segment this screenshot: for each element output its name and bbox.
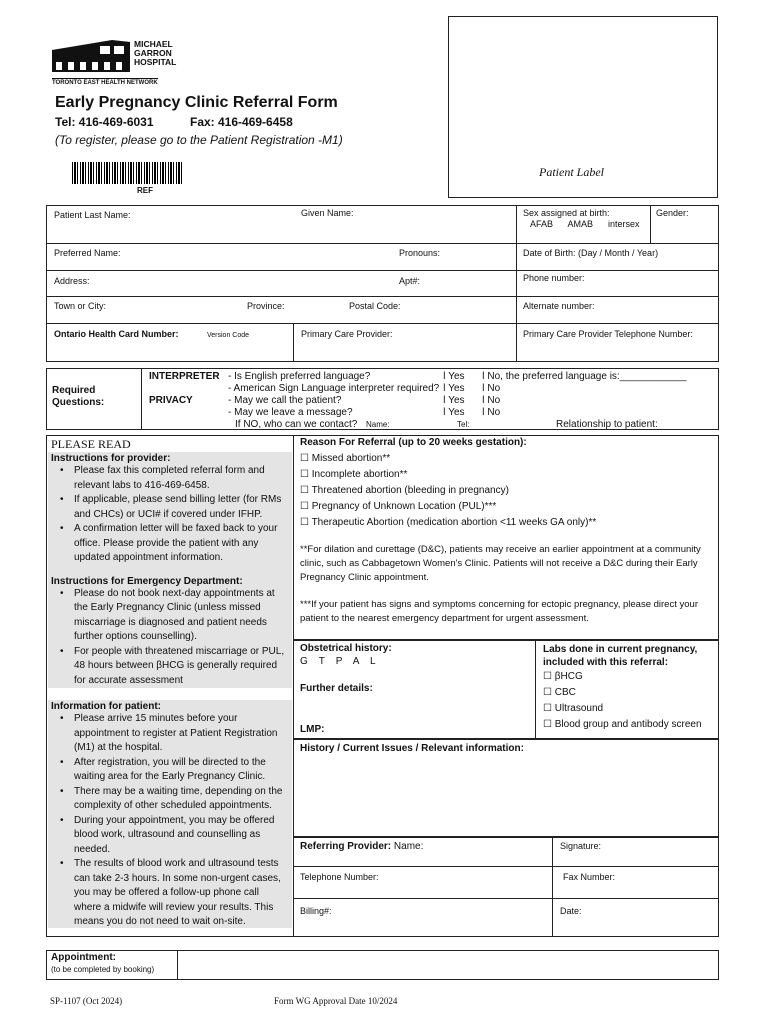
provider-heading: Instructions for provider: bbox=[51, 453, 171, 464]
further-details-field[interactable]: Further details: bbox=[300, 683, 373, 694]
list-item: • A confirmation letter will be faxed back to your office. Please provide the patient with any updated appointment information. bbox=[74, 522, 288, 566]
pcp-telephone-field[interactable]: Primary Care Provider Telephone Number: bbox=[523, 329, 693, 339]
required-questions-label: Required Questions: bbox=[52, 385, 105, 408]
therapeutic-abortion-checkbox[interactable]: ☐ Therapeutic Abortion (medication abortion <11 weeks GA only)** bbox=[300, 517, 597, 528]
fax-number-field[interactable]: Fax Number: bbox=[563, 872, 616, 882]
logo-line1: MICHAEL bbox=[134, 39, 173, 49]
primary-care-provider-field[interactable]: Primary Care Provider: bbox=[301, 329, 393, 339]
sex-at-birth-field: Sex assigned at birth: bbox=[523, 208, 610, 218]
history-field[interactable]: History / Current Issues / Relevant information: bbox=[300, 743, 524, 754]
dob-field[interactable]: Date of Birth: (Day / Month / Year) bbox=[523, 248, 659, 258]
pronouns-field[interactable]: Pronouns: bbox=[399, 248, 441, 258]
hospital-building-icon bbox=[52, 36, 130, 74]
appointment-sub: (to be completed by booking) bbox=[51, 965, 155, 974]
provider-instructions bbox=[48, 452, 292, 688]
privacy-label: PRIVACY bbox=[149, 395, 193, 406]
message-question: - May we leave a message? bbox=[228, 407, 353, 418]
contact-name-label[interactable]: Name: bbox=[366, 420, 390, 429]
health-card-field[interactable]: Ontario Health Card Number: bbox=[54, 329, 179, 339]
apt-field[interactable]: Apt#: bbox=[399, 276, 421, 286]
billing-field[interactable]: Billing#: bbox=[300, 906, 332, 916]
list-item: • After registration, you will be directed to the waiting area for the Early Pregnancy Clinic. bbox=[74, 756, 288, 785]
ultrasound-checkbox[interactable]: ☐ Ultrasound bbox=[543, 703, 604, 714]
english-question: - Is English preferred language? bbox=[228, 371, 371, 382]
english-no[interactable]: ǀ No, the preferred language is:____________ bbox=[482, 371, 687, 382]
list-item: • Please arrive 15 minutes before your appointment to register at Patient Registration (M1) at the hospital. bbox=[74, 712, 288, 756]
message-no[interactable]: ǀ No bbox=[482, 407, 501, 418]
asl-question: - American Sign Language interpreter required? bbox=[228, 383, 440, 394]
referring-provider-box bbox=[293, 837, 719, 937]
missed-abortion-checkbox[interactable]: ☐ Missed abortion** bbox=[300, 453, 391, 464]
call-yes[interactable]: ǀ Yes bbox=[443, 395, 465, 406]
last-name-field[interactable]: Patient Last Name: bbox=[54, 210, 131, 220]
emergency-heading: Instructions for Emergency Department: bbox=[51, 575, 243, 587]
date-field[interactable]: Date: bbox=[560, 906, 582, 916]
please-read-heading: PLEASE READ bbox=[51, 437, 131, 451]
clinic-fax: Fax: 416-469-6458 bbox=[190, 115, 293, 129]
hospital-logo bbox=[52, 36, 192, 86]
threatened-abortion-checkbox[interactable]: ☐ Threatened abortion (bleeding in pregnancy) bbox=[300, 485, 509, 496]
town-field[interactable]: Town or City: bbox=[54, 301, 107, 311]
ectopic-note: ***If your patient has signs and symptoms concerning for ectopic pregnancy, please direct your patient to the nearest emergency department for urgent assessment. bbox=[300, 599, 698, 624]
phone-field[interactable]: Phone number: bbox=[523, 273, 585, 283]
list-item: • The results of blood work and ultrasound tests can take 2-3 hours. In some non-urgent cases, you may be offered a follow-up phone call where a midwife will review your results. This means you do not need to wait on-site. bbox=[74, 857, 288, 930]
preferred-name-field[interactable]: Preferred Name: bbox=[54, 248, 121, 258]
form-title: Early Pregnancy Clinic Referral Form bbox=[55, 94, 338, 111]
call-no[interactable]: ǀ No bbox=[482, 395, 501, 406]
patient-info-heading: Information for patient: bbox=[51, 701, 161, 712]
dc-note: **For dilation and curettage (D&C), patients may receive an earlier appointment at a community clinic, such as Cabbagetown Women's Clinic. Patients will not receive a D&C during their Early Pregnancy Clinic appointment. bbox=[300, 544, 701, 583]
call-question: - May we call the patient? bbox=[228, 395, 342, 406]
blood-group-checkbox[interactable]: ☐ Blood group and antibody screen bbox=[543, 719, 702, 730]
bhcg-checkbox[interactable]: ☐ βHCG bbox=[543, 671, 583, 682]
alternate-number-field[interactable]: Alternate number: bbox=[523, 301, 595, 311]
gender-field[interactable]: Gender: bbox=[656, 208, 689, 218]
clinic-tel: Tel: 416-469-6031 bbox=[55, 115, 154, 129]
register-note: (To register, please go to the Patient Registration -M1) bbox=[55, 133, 343, 147]
patient-information bbox=[48, 700, 292, 928]
english-yes[interactable]: ǀ Yes bbox=[443, 371, 465, 382]
footer-approval: Form WG Approval Date 10/2024 bbox=[274, 996, 398, 1006]
patient-label-box bbox=[448, 16, 718, 198]
logo-line2: GARRON bbox=[134, 48, 172, 58]
list-item: • There may be a waiting time, depending on the complexity of other scheduled appointments. bbox=[74, 785, 288, 814]
signature-field[interactable]: Signature: bbox=[560, 841, 602, 851]
relationship-label[interactable]: Relationship to patient: bbox=[556, 419, 658, 430]
sex-options[interactable]: AFAB AMAB intersex bbox=[530, 219, 640, 229]
logo-network: TORONTO EAST HEALTH NETWORK bbox=[52, 80, 158, 86]
barcode bbox=[72, 162, 182, 184]
list-item: • Please do not book next-day appointments at the Early Pregnancy Clinic (unless missed miscarriage is diagnosed and patient needs further options counselling). bbox=[74, 587, 288, 645]
cbc-checkbox[interactable]: ☐ CBC bbox=[543, 687, 576, 698]
reason-heading: Reason For Referral (up to 20 weeks gestation): bbox=[300, 437, 527, 448]
logo-line3: HOSPITAL bbox=[134, 57, 177, 67]
version-code-field[interactable]: Version Code bbox=[207, 332, 250, 339]
incomplete-abortion-checkbox[interactable]: ☐ Incomplete abortion** bbox=[300, 469, 408, 480]
patient-label-text: Patient Label bbox=[539, 165, 604, 179]
list-item: • For people with threatened miscarriage or PUL, 48 hours between βHCG is generally required for accurate assessment bbox=[74, 645, 288, 689]
appointment-heading: Appointment: bbox=[51, 952, 116, 963]
labs-heading: Labs done in current pregnancy, included with this referral: bbox=[543, 644, 698, 668]
referring-name-field[interactable]: Referring Provider: Name: bbox=[300, 841, 424, 852]
list-item: • Please fax this completed referral form and relevant labs to 416-469-6458. bbox=[74, 464, 288, 493]
obstetrical-heading: Obstetrical history: bbox=[300, 643, 392, 654]
footer-form-code: SP-1107 (Oct 2024) bbox=[50, 996, 123, 1006]
address-field[interactable]: Address: bbox=[54, 276, 90, 286]
gtpal-field[interactable]: G T P A L bbox=[300, 656, 376, 667]
pul-checkbox[interactable]: ☐ Pregnancy of Unknown Location (PUL)*** bbox=[300, 501, 497, 512]
given-name-field[interactable]: Given Name: bbox=[301, 208, 354, 218]
contact-tel-label[interactable]: Tel: bbox=[457, 420, 470, 429]
province-field[interactable]: Province: bbox=[247, 301, 285, 311]
postal-code-field[interactable]: Postal Code: bbox=[349, 301, 401, 311]
asl-no[interactable]: ǀ No bbox=[482, 383, 501, 394]
telephone-number-field[interactable]: Telephone Number: bbox=[300, 872, 379, 882]
asl-yes[interactable]: ǀ Yes bbox=[443, 383, 465, 394]
list-item: • If applicable, please send billing letter (for RMs and CHCs) or UCI# if covered under IFHP. bbox=[74, 493, 288, 522]
barcode-label: REF bbox=[137, 186, 153, 195]
interpreter-label: INTERPRETER bbox=[149, 371, 220, 382]
lmp-field[interactable]: LMP: bbox=[300, 724, 325, 735]
message-yes[interactable]: ǀ Yes bbox=[443, 407, 465, 418]
contact-question: If NO, who can we contact? bbox=[235, 419, 358, 430]
list-item: • During your appointment, you may be offered blood work, ultrasound and counselling as needed. bbox=[74, 814, 288, 858]
